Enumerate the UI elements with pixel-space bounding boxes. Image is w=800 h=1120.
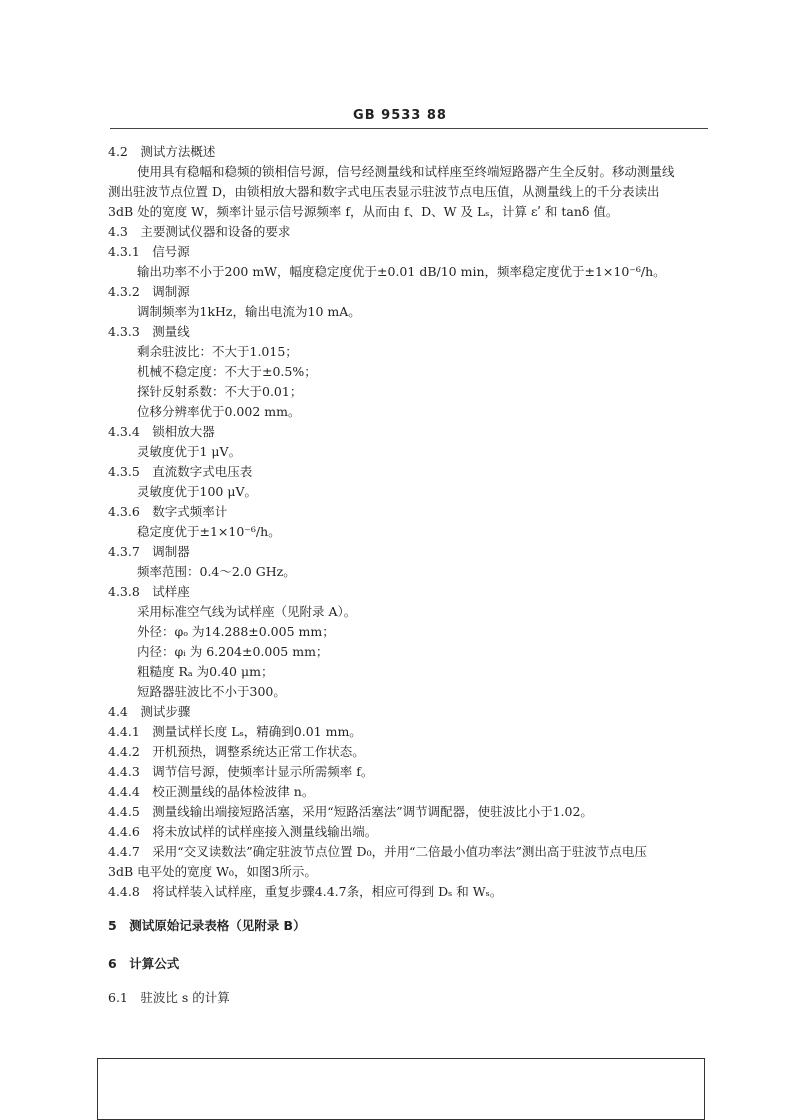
heading-4-3-1: 4.3.1 信号源 (108, 244, 190, 259)
paragraph-line: 输出功率不小于200 mW，幅度稳定度优于±0.01 dB/10 min，频率稳定度优于±1×10⁻⁶/h。 (137, 264, 666, 279)
paragraph-line: 3dB 处的宽度 W，频率计显示信号源频率 f，从而由 f、D、W 及 Lₛ，计算 εʹ 和 tanδ 值。 (108, 204, 619, 219)
paragraph-line: 稳定度优于±1×10⁻⁶/h。 (137, 524, 281, 539)
section-6-heading: 6 计算公式 (108, 956, 180, 971)
page-header: GB 9533 88 (353, 108, 447, 123)
paragraph-line: 采用标准空气线为试样座（见附录 A）。 (137, 604, 357, 619)
heading-4-2: 4.2 测试方法概述 (108, 144, 216, 159)
step-4-4-2: 4.4.2 开机预热，调整系统达正常工作状态。 (108, 744, 365, 759)
heading-4-3-6: 4.3.6 数字式频率计 (108, 504, 228, 519)
paragraph-line: 使用具有稳幅和稳频的锁相信号源，信号经测量线和试样座至终端短路器产生全反射。移动测量线 (137, 164, 675, 179)
paragraph-line: 短路器驻波比不小于300。 (137, 684, 286, 699)
step-4-4-7: 4.4.7 采用“交叉读数法”确定驻波节点位置 D₀，并用“二倍最小值功率法”测出高于驻波节点电压 (108, 844, 647, 859)
heading-4-3-7: 4.3.7 调制器 (108, 544, 190, 559)
heading-4-3-5: 4.3.5 直流数字式电压表 (108, 464, 253, 479)
step-4-4-3: 4.4.3 调节信号源，使频率计显示所需频率 f。 (108, 764, 374, 779)
paragraph-line: 频率范围：0.4～2.0 GHz。 (137, 564, 296, 579)
step-4-4-5: 4.4.5 测量线输出端接短路活塞，采用“短路活塞法”调节调配器，使驻波比小于1.02。 (108, 804, 593, 819)
paragraph-line: 调制频率为1kHz，输出电流为10 mA。 (137, 304, 361, 319)
paragraph-line: 机械不稳定度：不大于±0.5%； (137, 364, 317, 379)
step-4-4-4: 4.4.4 校正测量线的晶体检波律 n。 (108, 784, 315, 799)
heading-4-3-4: 4.3.4 锁相放大器 (108, 424, 215, 439)
step-4-4-6: 4.4.6 将未放试样的试样座接入测量线输出端。 (108, 824, 378, 839)
heading-6-1: 6.1 驻波比 s 的计算 (108, 990, 230, 1005)
paragraph-line: 3dB 电平处的宽度 W₀，如图3所示。 (108, 864, 317, 879)
paragraph-line: 内径：φᵢ 为 6.204±0.005 mm； (137, 644, 329, 659)
step-4-4-8: 4.4.8 将试样装入试样座，重复步骤4.4.7条，相应可得到 Dₛ 和 Wₛ。 (108, 884, 503, 899)
step-4-4-1: 4.4.1 测量试样长度 Lₛ，精确到0.01 mm。 (108, 724, 362, 739)
heading-4-4: 4.4 测试步骤 (108, 704, 191, 719)
footer-frame (97, 1058, 705, 1120)
header-rule (110, 128, 708, 129)
paragraph-line: 粗糙度 Rₐ 为0.40 μm； (137, 664, 274, 679)
paragraph-line: 灵敏度优于100 μV。 (137, 484, 257, 499)
heading-4-3-8: 4.3.8 试样座 (108, 584, 190, 599)
heading-4-3-2: 4.3.2 调制源 (108, 284, 190, 299)
heading-4-3-3: 4.3.3 测量线 (108, 324, 190, 339)
heading-4-3: 4.3 主要测试仪器和设备的要求 (108, 224, 291, 239)
section-5-heading: 5 测试原始记录表格（见附录 B） (108, 918, 306, 933)
document-body (108, 142, 718, 1008)
paragraph-line: 测出驻波节点位置 D，由锁相放大器和数字式电压表显示驻波节点电压值，从测量线上的千分表读出 (108, 184, 660, 199)
paragraph-line: 外径：φₒ 为14.288±0.005 mm； (137, 624, 335, 639)
paragraph-line: 灵敏度优于1 μV。 (137, 444, 242, 459)
paragraph-line: 位移分辨率优于0.002 mm。 (137, 404, 301, 419)
paragraph-line: 剩余驻波比：不大于1.015； (137, 344, 298, 359)
paragraph-line: 探针反射系数：不大于0.01； (137, 384, 303, 399)
